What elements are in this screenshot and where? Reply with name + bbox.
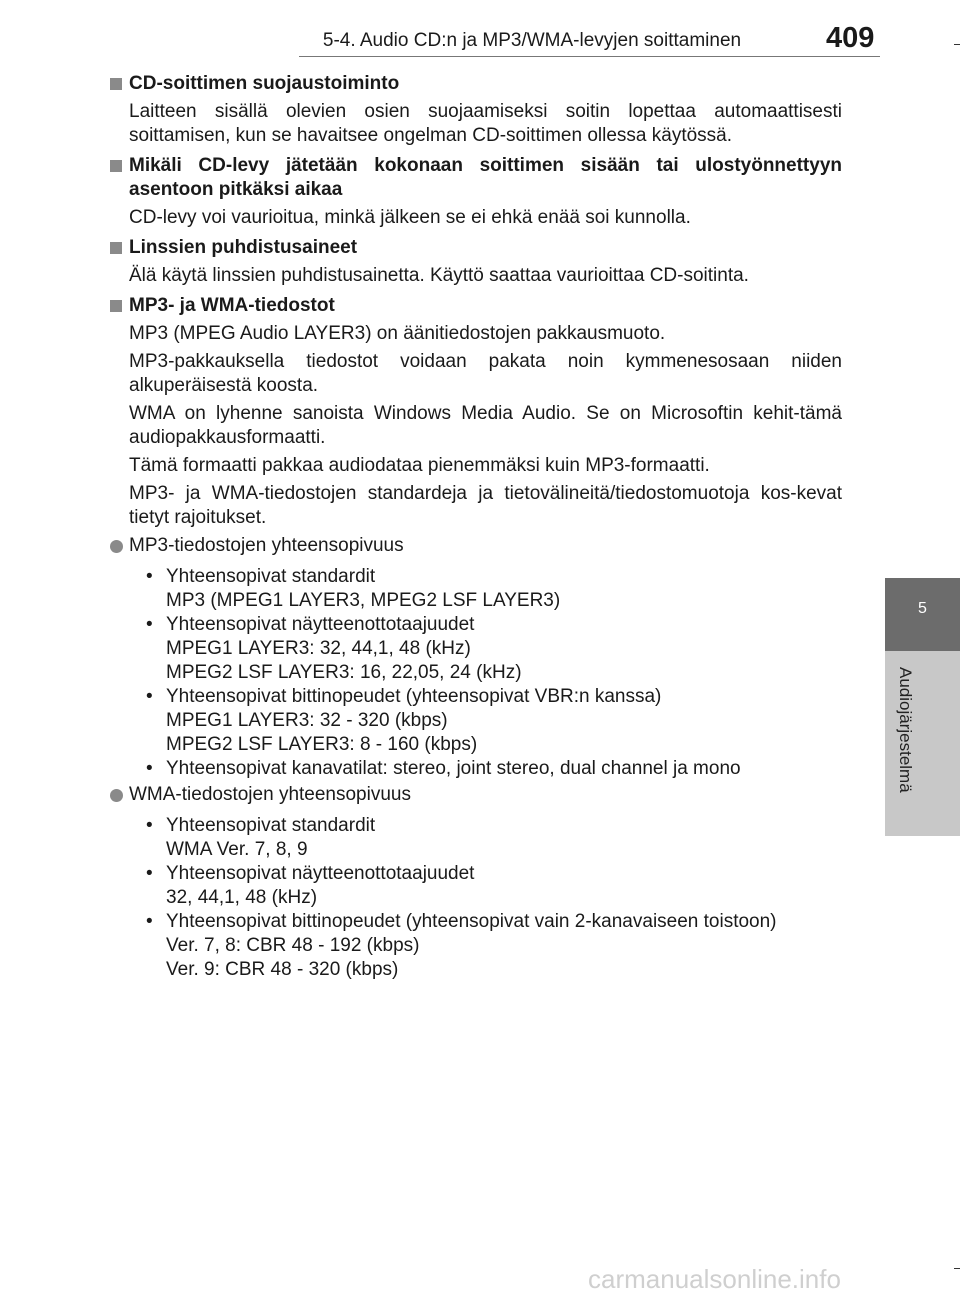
paragraph: MP3-pakkauksella tiedostot voidaan pakata noin kymmenesosaan niiden alkuperäisestä koosta. — [129, 351, 842, 396]
bullet-dot-icon: • — [146, 614, 153, 635]
section-heading — [110, 72, 842, 96]
list-item — [146, 814, 842, 862]
corner-tick-bottom — [954, 1268, 960, 1269]
section-cd-protection — [110, 72, 842, 148]
header-rule — [299, 56, 880, 57]
section-heading — [110, 154, 842, 202]
list-item — [146, 565, 842, 613]
corner-tick-top — [954, 44, 960, 45]
item-label: Yhteensopivat bittinopeudet (yhteensopivat vain 2-kanavaiseen toistoon) — [166, 911, 777, 932]
item-label: Yhteensopivat standardit — [166, 815, 376, 836]
paragraph: Tämä formaatti pakkaa audiodataa pienemmäksi kuin MP3-formaatti. — [129, 455, 710, 476]
item-label: Yhteensopivat näytteenottotaajuudet — [166, 614, 475, 635]
section-heading — [110, 294, 842, 318]
bullet-dot-icon: • — [146, 863, 153, 884]
wma-compat-list — [110, 814, 842, 982]
item-line: 32, 44,1, 48 (kHz) — [166, 887, 318, 908]
heading-text: MP3- ja WMA-tiedostot — [129, 295, 335, 316]
circle-bullet-icon — [110, 540, 123, 553]
square-bullet-icon — [110, 242, 122, 254]
paragraph: MP3 (MPEG Audio LAYER3) on äänitiedostojen pakkausmuoto. — [129, 323, 666, 344]
subhead-text: MP3-tiedostojen yhteensopivuus — [129, 535, 404, 556]
list-item — [146, 757, 842, 781]
paragraph: Älä käytä linssien puhdistusainetta. Käyttö saattaa vaurioittaa CD-soitinta. — [129, 265, 749, 286]
item-line: WMA Ver. 7, 8, 9 — [166, 839, 308, 860]
bullet-dot-icon: • — [146, 815, 153, 836]
item-line: MPEG1 LAYER3: 32, 44,1, 48 (kHz) — [166, 638, 471, 659]
heading-text: Mikäli CD-levy jätetään kokonaan soittimen sisään tai ulostyönnettyyn asentoon pitkäksi aikaa — [129, 155, 842, 200]
page-number: 409 — [826, 22, 875, 54]
item-line: MPEG2 LSF LAYER3: 16, 22,05, 24 (kHz) — [166, 662, 522, 683]
paragraph: Laitteen sisällä olevien osien suojaamiseksi soitin lopettaa automaattisesti soittamisen, kun se havaitsee ongelman CD-soittimen ollessa käytössä. — [129, 101, 842, 146]
square-bullet-icon — [110, 160, 122, 172]
mp3-compat-list — [110, 565, 842, 781]
list-item — [146, 685, 842, 757]
square-bullet-icon — [110, 78, 122, 90]
list-item — [146, 910, 842, 982]
chapter-label: Audiojärjestelmä — [896, 667, 915, 793]
section-lens-cleaners — [110, 236, 842, 288]
wma-compat-heading — [110, 783, 842, 807]
section-mp3-wma-files — [110, 294, 842, 982]
item-line: MPEG2 LSF LAYER3: 8 - 160 (kbps) — [166, 734, 478, 755]
bullet-dot-icon: • — [146, 566, 153, 587]
item-line: Ver. 7, 8: CBR 48 - 192 (kbps) — [166, 935, 420, 956]
paragraph: WMA on lyhenne sanoista Windows Media Audio. Se on Microsoftin kehit-tämä audiopakkausformaatti. — [129, 403, 842, 448]
bullet-dot-icon: • — [146, 686, 153, 707]
header-title: 5-4. Audio CD:n ja MP3/WMA-levyjen soittaminen — [322, 30, 742, 51]
list-item — [146, 613, 842, 685]
heading-text: CD-soittimen suojaustoiminto — [129, 73, 400, 94]
footer-watermark: carmanualsonline.info — [588, 1264, 841, 1294]
bullet-dot-icon: • — [146, 911, 153, 932]
section-cd-left-inside — [110, 154, 842, 230]
item-line: MPEG1 LAYER3: 32 - 320 (kbps) — [166, 710, 448, 731]
list-item — [146, 862, 842, 910]
section-heading — [110, 236, 842, 260]
heading-text: Linssien puhdistusaineet — [129, 237, 358, 258]
page-content — [110, 72, 842, 988]
item-line: Ver. 9: CBR 48 - 320 (kbps) — [166, 959, 399, 980]
paragraph: MP3- ja WMA-tiedostojen standardeja ja tietovälineitä/tiedostomuotoja kos-kevat tietyt rajoitukset. — [129, 483, 842, 528]
item-label: Yhteensopivat näytteenottotaajuudet — [166, 863, 475, 884]
circle-bullet-icon — [110, 789, 123, 802]
item-label: Yhteensopivat kanavatilat: stereo, joint stereo, dual channel ja mono — [166, 758, 741, 779]
item-label: Yhteensopivat standardit — [166, 566, 376, 587]
subhead-text: WMA-tiedostojen yhteensopivuus — [129, 784, 411, 805]
item-line: MP3 (MPEG1 LAYER3, MPEG2 LSF LAYER3) — [166, 590, 561, 611]
square-bullet-icon — [110, 300, 122, 312]
paragraph: CD-levy voi vaurioitua, minkä jälkeen se ei ehkä enää soi kunnolla. — [129, 207, 691, 228]
chapter-number: 5 — [918, 600, 927, 617]
item-label: Yhteensopivat bittinopeudet (yhteensopivat VBR:n kanssa) — [166, 686, 662, 707]
mp3-compat-heading — [110, 534, 842, 558]
bullet-dot-icon: • — [146, 758, 153, 779]
